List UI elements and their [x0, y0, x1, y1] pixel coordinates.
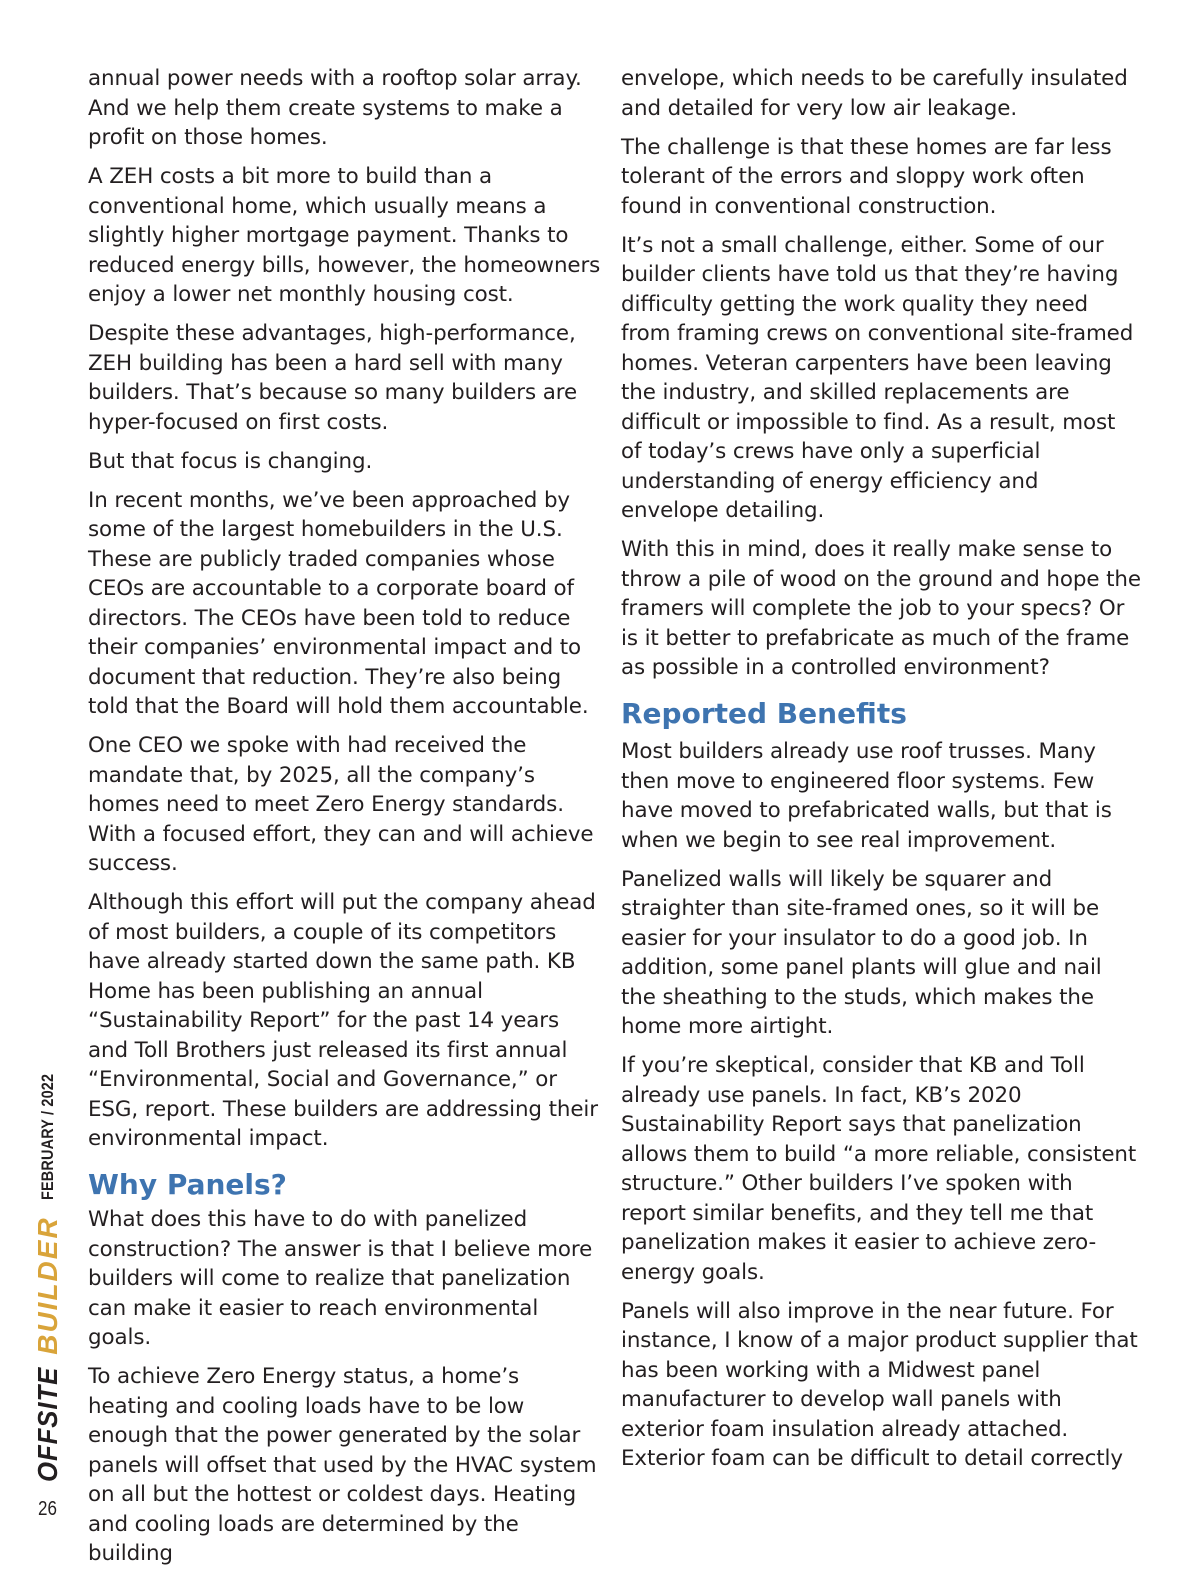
body-paragraph: Panelized walls will likely be squarer and straighter than site-framed ones, so it will be easier for your insulator to do a good job. In addition, some panel plants will glue and nail the sheathing to the studs, which makes the home more airtight. [621, 866, 1102, 1039]
page-number: 26 [38, 1498, 57, 1520]
publication-name-offsite: OFFSITE [32, 1366, 63, 1482]
body-paragraph: Most builders already use roof trusses. Many then move to engineered floor systems. Few have moved to prefabricated walls, but that is when we begin to see real improvement. [621, 739, 1112, 853]
body-paragraph: The challenge is that these homes are far less tolerant of the errors and sloppy work often found in conventional construction. [621, 134, 1112, 219]
running-footer [30, 1074, 66, 1492]
body-paragraph: Panels will also improve in the near future. For instance, I know of a major product supplier that has been working with a Midwest panel manufacturer to develop wall panels with exterior foam insulation already attached. Exterior foam can be difficult to detail correctly [621, 1298, 1138, 1471]
publication-name-builder: BUILDER [32, 1216, 63, 1355]
body-paragraph: With this in mind, does it really make sense to throw a pile of wood on the ground and hope the framers will complete the job to your specs? Or is it better to prefabricate as much of the frame as possible in a controlled environment? [621, 537, 1141, 680]
body-paragraph: annual power needs with a rooftop solar array. And we help them create systems to make a profit on those homes. [88, 66, 582, 150]
body-paragraph: One CEO we spoke with had received the mandate that, by 2025, all the company’s homes need to meet Zero Energy standards. With a focused effort, they can and will achieve success. [88, 733, 594, 876]
section-heading-why-panels: Why Panels? [88, 1168, 287, 1201]
body-paragraph: Although this effort will put the company ahead of most builders, a couple of its competitors have already started down the same path. KB Home has been publishing an annual “Sustainability Report” for the past 14 years and Toll Brothers just released its first annual “Environmental, Social and Governance,” or ESG, report. These builders are addressing their environmental impact. [88, 890, 598, 1151]
left-column [88, 64, 604, 1578]
running-footer-text [30, 1074, 66, 1492]
body-paragraph: A ZEH costs a bit more to build than a conventional home, which usually means a slightly higher mortgage payment. Thanks to reduced energy bills, however, the homeowners enjoy a lower net monthly housing cost. [88, 164, 601, 307]
body-paragraph: If you’re skeptical, consider that KB and Toll already use panels. In fact, KB’s 2020 Sustainability Report says that panelization allows them to build “a more reliable, consistent structure.” Other builders I’ve spoken with report similar benefits, and they tell me that panelization makes it easier to achieve zero-energy goals. [621, 1053, 1137, 1285]
body-paragraph: It’s not a small challenge, either. Some of our builder clients have told us that they’re having difficulty getting the work quality they need from framing crews on conventional site-framed homes. Veteran carpenters have been leaving the industry, and skilled replacements are difficult or impossible to find. As a result, most of today’s crews have only a superficial understanding of energy efficiency and envelope detailing. [621, 232, 1134, 523]
body-paragraph: To achieve Zero Energy status, a home’s heating and cooling loads have to be low enough that the power generated by the solar panels will offset that used by the HVAC system on all but the hottest or coldest days. Heating and cooling loads are determined by the building [88, 1364, 597, 1566]
body-paragraph: Despite these advantages, high-performance, ZEH building has been a hard sell with many builders. That’s because so many builders are hyper-focused on first costs. [88, 321, 578, 435]
issue-date: FEBRUARY / 2022 [38, 1074, 57, 1201]
section-heading-reported-benefits: Reported Benefits [621, 697, 907, 730]
body-paragraph: But that focus is changing. [88, 448, 373, 474]
body-paragraph: In recent months, we’ve been approached by some of the largest homebuilders in the U.S. These are publicly traded companies whose CEOs are accountable to a corporate board of directors. The CEOs have been told to reduce their companies’ environmental impact and to document that reduction. They’re also being told that the Board will hold them accountable. [88, 487, 589, 719]
body-paragraph: envelope, which needs to be carefully insulated and detailed for very low air leakage. [621, 66, 1128, 121]
right-column [621, 64, 1141, 1483]
body-paragraph: What does this have to do with panelized construction? The answer is that I believe more builders will come to realize that panelization can make it easier to reach environmental goals. [88, 1207, 593, 1350]
